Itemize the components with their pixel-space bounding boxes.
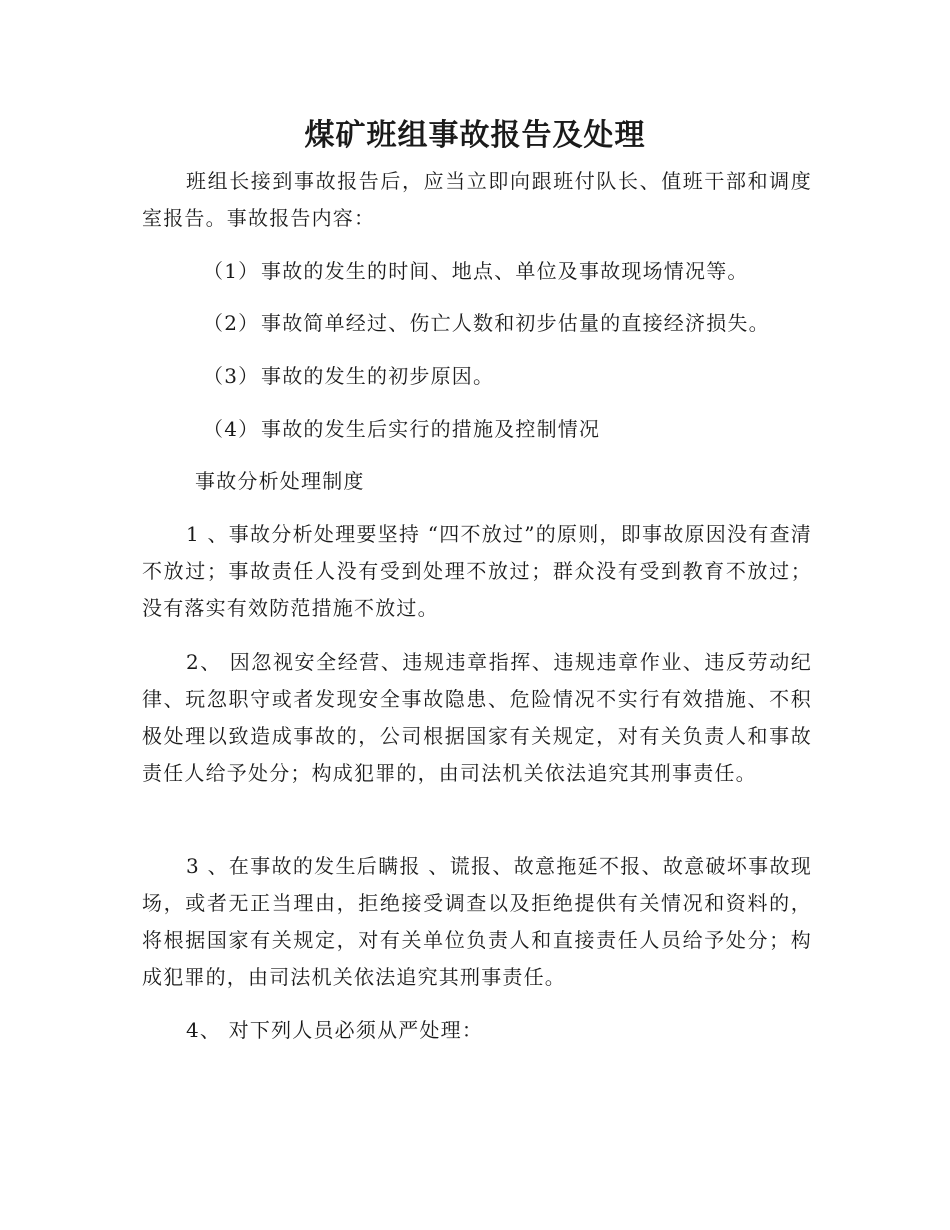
report-item-text: 事故简单经过、伤亡人数和初步估量的直接经济损失。 (261, 311, 770, 335)
intro-paragraph: 班组长接到事故报告后，应当立即向跟班付队长、值班干部和调度室报告。事故报告内容： (142, 169, 812, 230)
report-item-number: （3） (203, 364, 260, 388)
section-heading: 事故分析处理制度 (195, 469, 365, 493)
clause-4: 4、 对下列人员必须从严处理： (186, 1018, 484, 1042)
report-item-text: 事故的发生的初步原因。 (261, 364, 495, 388)
report-item-number: （1） (203, 259, 260, 283)
report-item-number: （2） (203, 311, 260, 335)
report-item-1 (203, 253, 749, 290)
report-item-4 (203, 411, 600, 448)
clause-1: 1 、事故分析处理要坚持 “四不放过”的原则，即事故原因没有查清不放过；事故责任人没有受到处理不放过；群众没有受到教育不放过；没有落实有效防范措施不放过。 (142, 522, 812, 620)
report-item-2 (203, 305, 770, 342)
page-title: 煤矿班组事故报告及处理 (304, 118, 646, 153)
report-item-text: 事故的发生的时间、地点、单位及事故现场情况等。 (261, 259, 749, 283)
report-item-text: 事故的发生后实行的措施及控制情况 (261, 417, 601, 441)
clause-3: 3 、在事故的发生后瞒报 、谎报、故意拖延不报、故意破坏事故现场，或者无正当理由，拒绝接受调查以及拒绝提供有关情况和资料的，将根据国家有关规定，对有关单位负责人和直接责任人员给予处分；构成犯罪的，由司法机关依法追究其刑事责任。 (142, 854, 812, 989)
report-item-3 (203, 358, 494, 395)
report-item-number: （4） (203, 417, 260, 441)
clause-2: 2、 因忽视安全经营、违规违章指挥、违规违章作业、违反劳动纪律、玩忽职守或者发现安全事故隐患、危险情况不实行有效措施、不积极处理以致造成事故的，公司根据国家有关规定，对有关负责人和事故责任人给予处分；构成犯罪的，由司法机关依法追究其刑事责任。 (142, 650, 812, 785)
